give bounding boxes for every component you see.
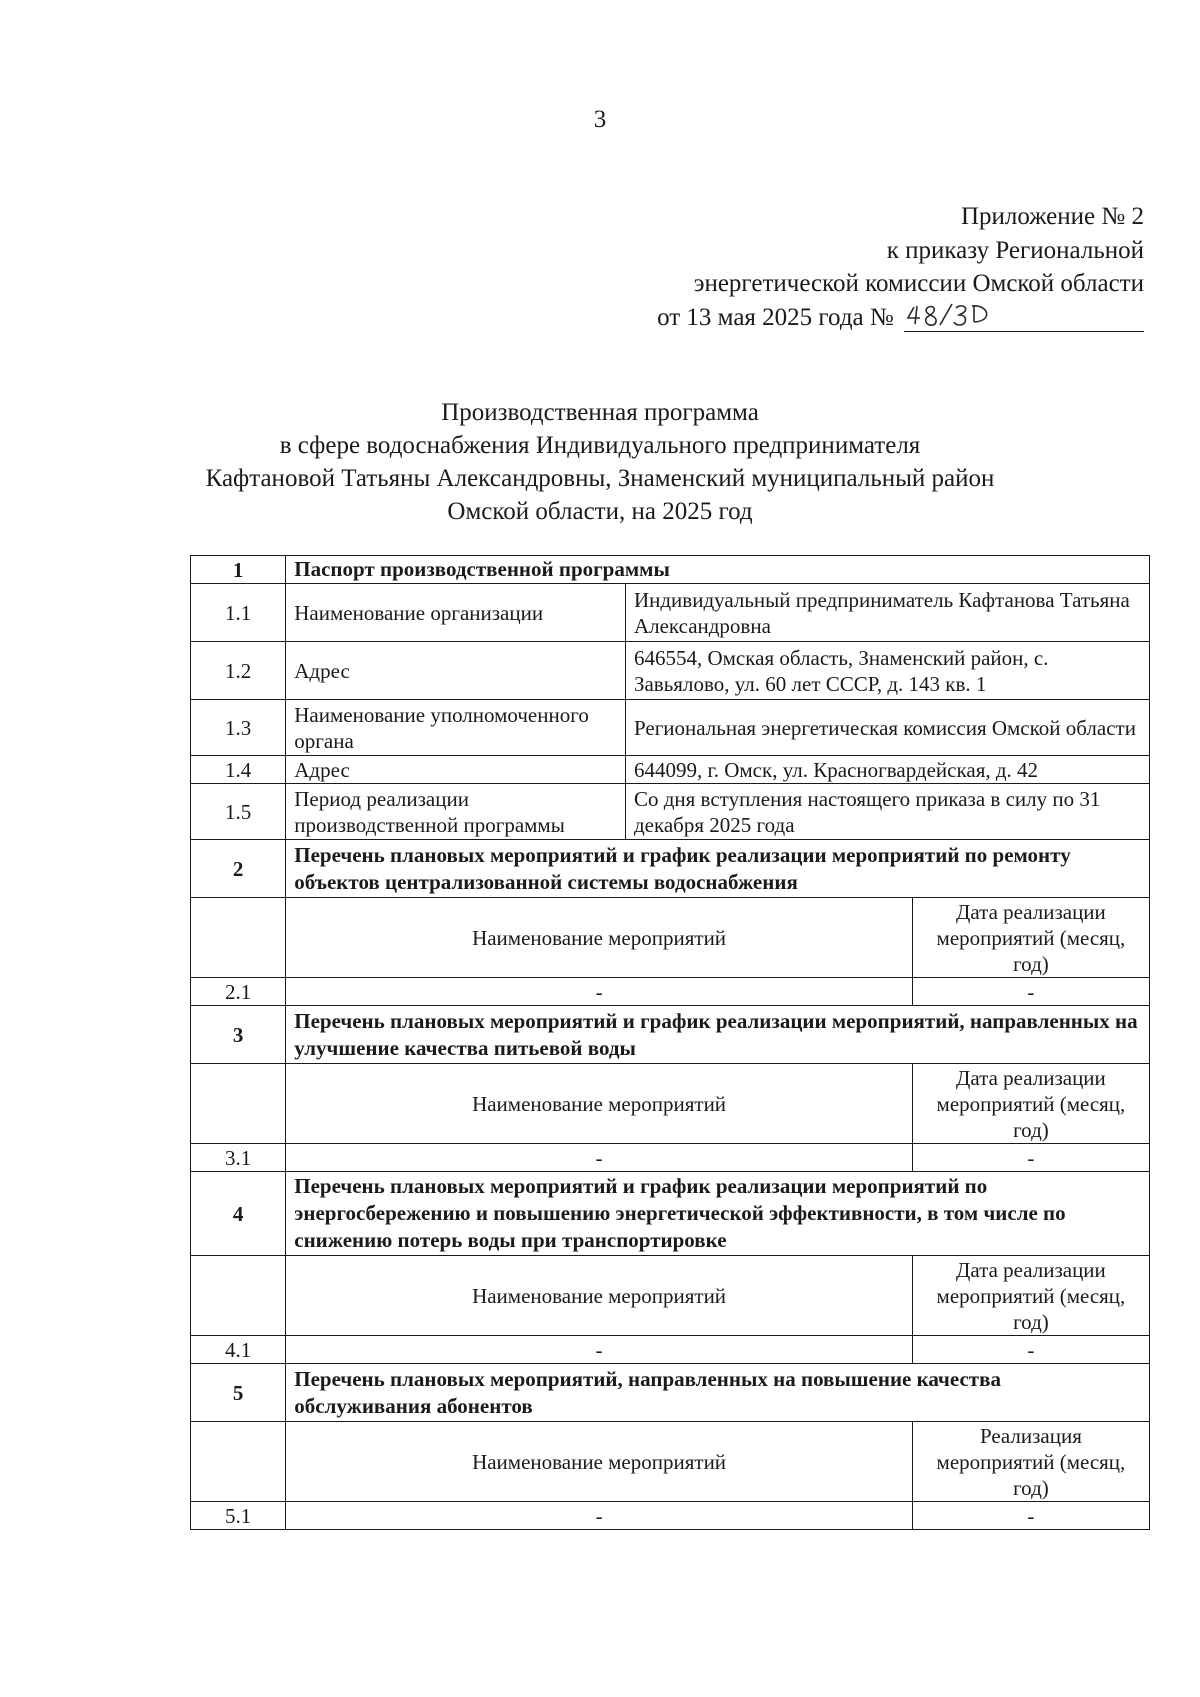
row-value: Индивидуальный предприниматель Кафтанова Татьяна Александровна: [625, 584, 1149, 642]
row-number: 4.1: [191, 1336, 286, 1364]
row-value: Региональная энергетическая комиссия Омской области: [625, 700, 1149, 756]
production-program-table: [190, 555, 1150, 1530]
row-number: 1.4: [191, 756, 286, 784]
section-title: Перечень плановых мероприятий и график реализации мероприятий по энергосбережению и повышению энергетической эффективности, в том числе по снижению потерь воды при транспортировке: [286, 1172, 1150, 1256]
document-title: [0, 396, 1200, 528]
order-date: от 13 мая 2025 года №: [657, 303, 894, 331]
section-number: 2: [191, 840, 286, 898]
column-header-name: Наименование мероприятий: [286, 1256, 913, 1336]
row-value: -: [286, 978, 913, 1006]
table-row: [191, 1336, 1150, 1364]
title-line: Омской области, на 2025 год: [447, 498, 753, 525]
table-row: [191, 1502, 1150, 1530]
row-number: 1.3: [191, 700, 286, 756]
page-number: 3: [593, 106, 607, 133]
handwritten-order-number-icon: [904, 301, 1004, 327]
column-header-date: Реализация мероприятий (месяц, год): [912, 1422, 1149, 1502]
empty-cell: [191, 898, 286, 978]
section-title: Перечень плановых мероприятий и график реализации мероприятий по ремонту объектов централизованной системы водоснабжения: [286, 840, 1150, 898]
title-line: Кафтановой Татьяны Александровны, Знаменский муниципальный район: [205, 465, 995, 492]
section-title: Перечень плановых мероприятий, направленных на повышение качества обслуживания абонентов: [286, 1364, 1150, 1422]
column-header-date: Дата реализации мероприятий (месяц, год): [912, 898, 1149, 978]
section-header-row: [191, 1364, 1150, 1422]
table-row: [191, 1144, 1150, 1172]
section-number: 3: [191, 1006, 286, 1064]
title-line: Производственная программа: [441, 399, 759, 426]
row-value: -: [912, 1336, 1149, 1364]
column-header-date: Дата реализации мероприятий (месяц, год): [912, 1064, 1149, 1144]
row-label: Наименование организации: [286, 584, 626, 642]
row-number: 1.1: [191, 584, 286, 642]
order-number-field: [904, 301, 1144, 332]
appendix-line: Приложение № 2: [960, 203, 1144, 230]
column-header-name: Наименование мероприятий: [286, 1064, 913, 1144]
section-title: Паспорт производственной программы: [286, 556, 1150, 584]
appendix-header: [584, 200, 1144, 334]
row-number: 1.2: [191, 642, 286, 700]
row-label: Адрес: [286, 642, 626, 700]
column-header-row: [191, 1422, 1150, 1502]
appendix-line: энергетической комиссии Омской области: [693, 270, 1144, 297]
section-title: Перечень плановых мероприятий и график реализации мероприятий, направленных на улучшение качества питьевой воды: [286, 1006, 1150, 1064]
row-value: -: [286, 1502, 913, 1530]
table-row: [191, 584, 1150, 642]
row-value: -: [912, 1144, 1149, 1172]
column-header-row: [191, 898, 1150, 978]
row-value: 644099, г. Омск, ул. Красногвардейская, д. 42: [625, 756, 1149, 784]
section-header-row: [191, 840, 1150, 898]
section-header-row: [191, 1172, 1150, 1256]
column-header-row: [191, 1064, 1150, 1144]
section-number: 1: [191, 556, 286, 584]
empty-cell: [191, 1422, 286, 1502]
row-number: 5.1: [191, 1502, 286, 1530]
table-row: [191, 642, 1150, 700]
row-label: Наименование уполномоченного органа: [286, 700, 626, 756]
row-number: 1.5: [191, 784, 286, 840]
section-header-row: [191, 556, 1150, 584]
row-value: -: [286, 1144, 913, 1172]
table-row: [191, 756, 1150, 784]
section-number: 5: [191, 1364, 286, 1422]
section-number: 4: [191, 1172, 286, 1256]
row-value: Со дня вступления настоящего приказа в силу по 31 декабря 2025 года: [625, 784, 1149, 840]
empty-cell: [191, 1064, 286, 1144]
table-row: [191, 700, 1150, 756]
order-date-line: [584, 301, 1144, 335]
title-line: в сфере водоснабжения Индивидуального предпринимателя: [279, 432, 921, 459]
column-header-date: Дата реализации мероприятий (месяц, год): [912, 1256, 1149, 1336]
table-row: [191, 784, 1150, 840]
row-value: 646554, Омская область, Знаменский район, с. Завьялово, ул. 60 лет СССР, д. 143 кв. 1: [625, 642, 1149, 700]
empty-cell: [191, 1256, 286, 1336]
row-label: Период реализации производственной программы: [286, 784, 626, 840]
appendix-line: к приказу Региональной: [886, 236, 1144, 264]
row-value: -: [286, 1336, 913, 1364]
row-value: -: [912, 1502, 1149, 1530]
column-header-name: Наименование мероприятий: [286, 898, 913, 978]
row-number: 3.1: [191, 1144, 286, 1172]
column-header-name: Наименование мероприятий: [286, 1422, 913, 1502]
row-value: -: [912, 978, 1149, 1006]
table-row: [191, 978, 1150, 1006]
section-header-row: [191, 1006, 1150, 1064]
row-label: Адрес: [286, 756, 626, 784]
row-number: 2.1: [191, 978, 286, 1006]
column-header-row: [191, 1256, 1150, 1336]
